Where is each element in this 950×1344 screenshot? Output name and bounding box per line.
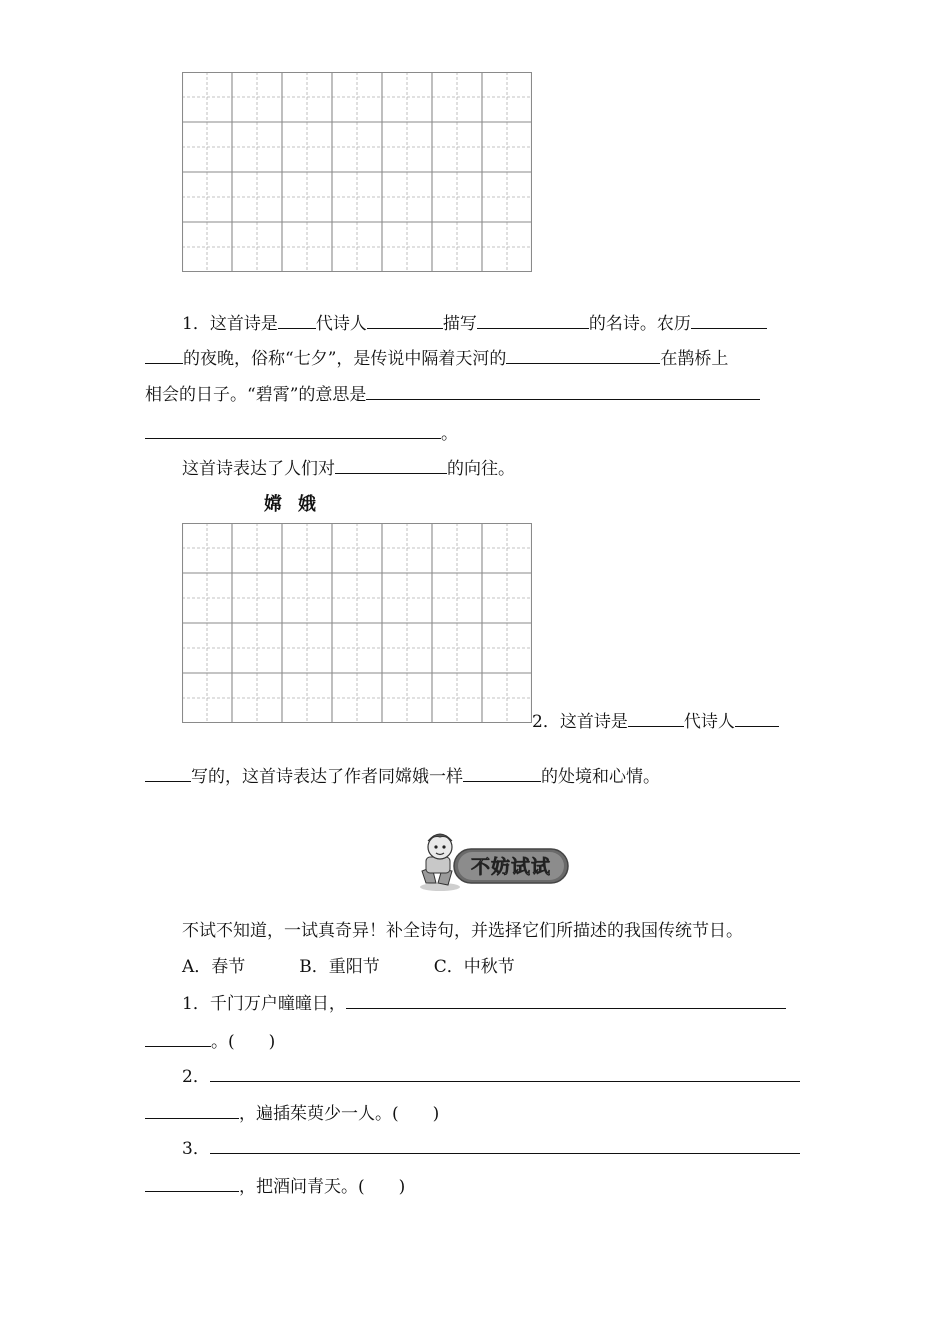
item-3-line-2 [145, 1173, 405, 1199]
option-a: A．春节 [182, 957, 246, 977]
q1-text: 这首诗表达了人们对 [182, 459, 335, 479]
item-text: ，把酒问青天。( ) [239, 1177, 406, 1197]
item-text: 千门万户曈曈日， [209, 994, 346, 1014]
q1-line-3 [145, 381, 760, 407]
item-1-line-1 [182, 990, 786, 1016]
item-text: 。( ) [211, 1032, 276, 1052]
answer-blank[interactable] [278, 310, 316, 329]
item-number: 2． [182, 1067, 210, 1087]
q1-text: 。 [441, 424, 458, 444]
answer-blank[interactable] [628, 708, 684, 727]
answer-blank[interactable] [477, 310, 589, 329]
options-row [182, 955, 515, 979]
writing-grid-2 [182, 523, 532, 723]
option-b: B．重阳节 [299, 957, 380, 977]
answer-blank[interactable] [145, 1100, 239, 1119]
q1-text: 的名诗。农历 [588, 314, 691, 334]
answer-blank[interactable] [346, 990, 786, 1009]
q2-text: 代诗人 [683, 712, 735, 732]
q1-text: 的夜晚，俗称“七夕”，是传说中隔着天河的 [183, 349, 507, 369]
q1-line-5 [182, 455, 515, 481]
q1-text: 在鹊桥上 [660, 349, 729, 369]
answer-blank[interactable] [145, 763, 191, 782]
item-1-line-2 [145, 1028, 275, 1054]
answer-blank[interactable] [145, 345, 183, 364]
q2-text: 的处境和心情。 [541, 767, 660, 787]
q1-line-4 [145, 420, 458, 446]
answer-blank[interactable] [735, 708, 779, 727]
q2-text: 2．这首诗是 [532, 712, 628, 732]
answer-blank[interactable] [506, 345, 660, 364]
item-number: 1． [182, 994, 210, 1014]
q1-text: 代诗人 [315, 314, 367, 334]
q1-line-1 [182, 310, 767, 336]
q2-line-2 [145, 763, 660, 789]
item-2-line-2 [145, 1100, 439, 1126]
answer-blank[interactable] [145, 1028, 211, 1047]
answer-blank[interactable] [145, 420, 441, 439]
option-c: C．中秋节 [433, 957, 515, 977]
badge-label: 不妨试试 [470, 856, 552, 878]
q2-line-1 [532, 708, 779, 734]
answer-blank[interactable] [210, 1063, 800, 1082]
answer-blank[interactable] [335, 455, 447, 474]
poem-title: 嫦娥 [264, 494, 332, 515]
answer-blank[interactable] [210, 1135, 800, 1154]
answer-blank[interactable] [691, 310, 767, 329]
answer-blank[interactable] [367, 310, 443, 329]
q1-line-2 [145, 345, 728, 371]
q1-text: 的向往。 [447, 459, 515, 479]
section-intro: 不试不知道，一试真奇异！补全诗句，并选择它们所描述的我国传统节日。 [182, 921, 743, 941]
item-text: ，遍插茱萸少一人。( ) [239, 1104, 440, 1124]
section-badge [412, 827, 572, 893]
answer-blank[interactable] [463, 763, 541, 782]
answer-blank[interactable] [366, 381, 760, 400]
q1-text: 描写 [442, 314, 477, 334]
q1-text: 相会的日子。“碧霄”的意思是 [145, 385, 367, 405]
item-2-line-1 [182, 1063, 800, 1089]
writing-grid-1 [182, 72, 532, 272]
answer-blank[interactable] [145, 1173, 239, 1192]
item-3-line-1 [182, 1135, 800, 1161]
q1-text: 1．这首诗是 [182, 314, 278, 334]
item-number: 3． [182, 1139, 210, 1159]
q2-text: 写的，这首诗表达了作者同嫦娥一样 [191, 767, 463, 787]
